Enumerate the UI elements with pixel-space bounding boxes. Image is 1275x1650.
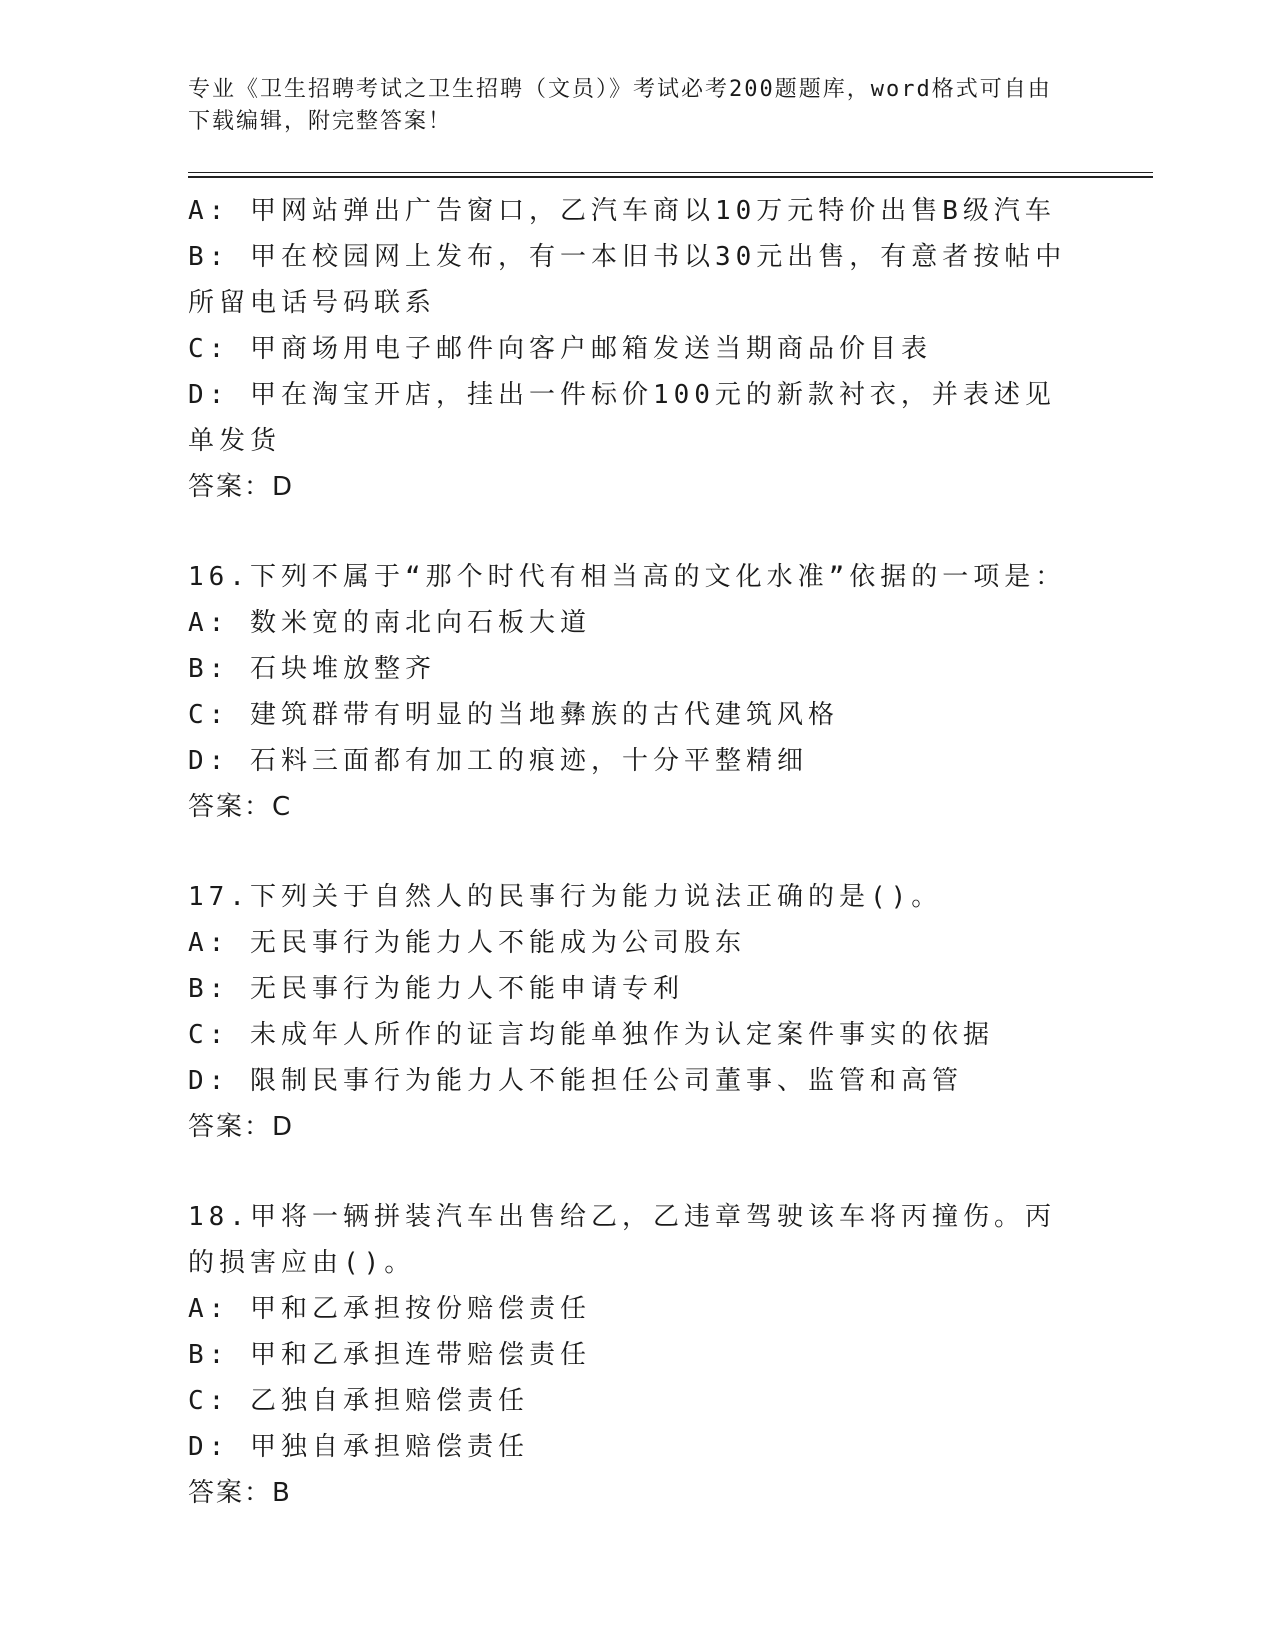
- question-content: [188, 188, 1068, 1516]
- option-d: D: 限制民事行为能力人不能担任公司董事、监管和高管: [188, 1066, 963, 1096]
- option-c: C: 甲商场用电子邮件向客户邮箱发送当期商品价目表: [188, 334, 932, 364]
- answer: 答案：B: [188, 1478, 292, 1508]
- answer: 答案：D: [188, 472, 295, 502]
- option-d: D: 石料三面都有加工的痕迹，十分平整精细: [188, 746, 808, 776]
- answer: 答案：C: [188, 792, 293, 822]
- question-stem: 17.下列关于自然人的民事行为能力说法正确的是()。: [188, 882, 943, 912]
- prev-question-block: [188, 188, 1068, 510]
- option-c: C: 未成年人所作的证言均能单独作为认定案件事实的依据: [188, 1020, 994, 1050]
- option-a: A: 数米宽的南北向石板大道: [188, 608, 591, 638]
- header-text: 专业《卫生招聘考试之卫生招聘（文员）》考试必考200题题库，word格式可自由下载编辑，附完整答案！: [188, 77, 1052, 134]
- question-18-block: [188, 1194, 1068, 1516]
- option-a: A: 无民事行为能力人不能成为公司股东: [188, 928, 746, 958]
- question-stem: 16.下列不属于“那个时代有相当高的文化水准”依据的一项是：: [188, 562, 1067, 592]
- option-b: B: 甲在校园网上发布，有一本旧书以30元出售，有意者按帖中所留电话号码联系: [188, 242, 1067, 318]
- option-d: D: 甲在淘宝开店，挂出一件标价100元的新款衬衣，并表述见单发货: [188, 380, 1056, 456]
- question-stem: 18.甲将一辆拼装汽车出售给乙，乙违章驾驶该车将丙撞伤。丙的损害应由()。: [188, 1202, 1056, 1278]
- header-rule-thick: [188, 176, 1153, 178]
- document-header: [188, 74, 1068, 138]
- option-b: B: 甲和乙承担连带赔偿责任: [188, 1340, 591, 1370]
- option-c: C: 乙独自承担赔偿责任: [188, 1386, 529, 1416]
- option-b: B: 无民事行为能力人不能申请专利: [188, 974, 684, 1004]
- option-c: C: 建筑群带有明显的当地彝族的古代建筑风格: [188, 700, 839, 730]
- option-a: A: 甲和乙承担按份赔偿责任: [188, 1294, 591, 1324]
- question-17-block: [188, 874, 1068, 1150]
- answer: 答案：D: [188, 1112, 295, 1142]
- question-16-block: [188, 554, 1068, 830]
- option-a: A: 甲网站弹出广告窗口，乙汽车商以10万元特价出售B级汽车: [188, 196, 1056, 226]
- header-rule-thin: [188, 172, 1153, 173]
- option-b: B: 石块堆放整齐: [188, 654, 436, 684]
- option-d: D: 甲独自承担赔偿责任: [188, 1432, 529, 1462]
